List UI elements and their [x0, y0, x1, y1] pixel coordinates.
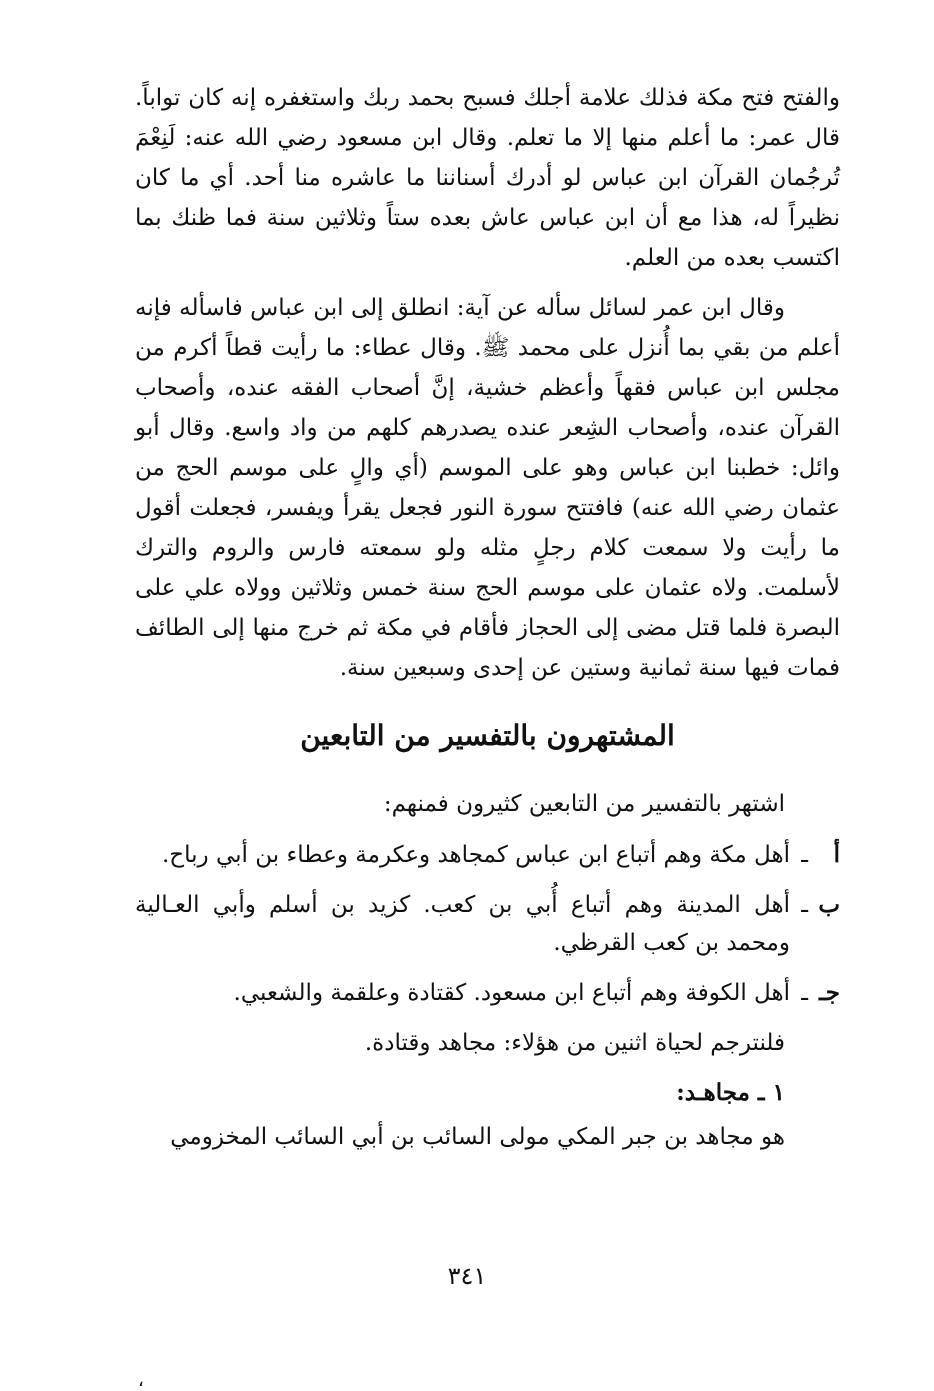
- list-dash: ـ: [801, 980, 808, 1006]
- list-marker: جـ: [819, 979, 840, 1006]
- list-item-text: أهل الكوفة وهم أتباع ابن مسعود. كقتادة وعلقمة والشعبي.: [233, 980, 790, 1006]
- page-number: ٣٤١: [447, 1262, 487, 1290]
- list-item: [135, 974, 840, 1012]
- list-dash: ـ: [801, 842, 808, 868]
- list-marker: ب: [818, 891, 840, 918]
- paragraph-1: والفتح فتح مكة فذلك علامة أجلك فسبح بحمد ربك واستغفره إنه كان تواباً. قال عمر: ما أعلم منها إلا ما تعلم. وقال ابن مسعود رضي الله عنه: لَنِعْمَ تُرجُمان القرآن ابن عباس لو أدرك أسناننا ما عاشره منا أحد. أي ما كان نظيراً له، هذا مع أن ابن عباس عاش بعده ستاً وثلاثين سنة فما ظنك بما اكتسب بعده من العلم.: [135, 85, 840, 271]
- last-line: هو مجاهد بن جبر المكي مولى السائب بن أبي السائب المخزومي: [170, 1124, 785, 1150]
- translation-line: فلنترجم لحياة اثنين من هؤلاء: مجاهد وقتادة.: [364, 1030, 785, 1056]
- list-item: [135, 836, 840, 874]
- section-heading: المشتهرون بالتفسير من التابعين: [300, 719, 675, 752]
- paragraph-2: وقال ابن عمر لسائل سأله عن آية: انطلق إلى ابن عباس فاسأله فإنه أعلم من بقي بما أُنزل على محمد ﷺ. وقال عطاء: ما رأيت قطاً أكرم من مجلس ابن عباس فقهاً وأعظم خشية، إنَّ أصحاب الفقه عنده، وأصحاب القرآن عنده، وأصحاب الشِعر عنده يصدرهم كلهم من واد واسع. وقال أبو وائل: خطبنا ابن عباس وهو على الموسم (أي والٍ على موسم الحج من عثمان رضي الله عنه) فافتتح سورة النور فجعل يقرأ ويفسر، فجعلت أقول ما رأيت ولا سمعت كلام رجلٍ مثله ولو سمعته فارس والروم والترك لأسلمت. ولاه عثمان على موسم الحج سنة خمس وثلاثين وولاه علي على البصرة فلما قتل مضى إلى الحجاز فأقام في مكة ثم خرج منها إلى الطائف فمات فيها سنة ثمانية وستين عن إحدى وسبعين سنة.: [135, 295, 840, 681]
- list-item: [135, 886, 840, 962]
- intro-line: اشتهر بالتفسير من التابعين كثيرون فمنهم:: [383, 791, 785, 817]
- list-marker: أ: [833, 841, 840, 868]
- subsection-heading: ١ ـ مجاهـد:: [676, 1079, 785, 1106]
- corner-mark: ،: [138, 1370, 144, 1391]
- page-body: [135, 78, 840, 1156]
- list-item-text: أهل مكة وهم أتباع ابن عباس كمجاهد وعكرمة وعطاء بن أبي رباح.: [161, 842, 790, 868]
- list-item-text: أهل المدينة وهم أتباع أُبي بن كعب. كزيد بن أسلم وأبي العـالية ومحمد بن كعب القرظي.: [135, 892, 790, 956]
- list-dash: ـ: [801, 892, 808, 918]
